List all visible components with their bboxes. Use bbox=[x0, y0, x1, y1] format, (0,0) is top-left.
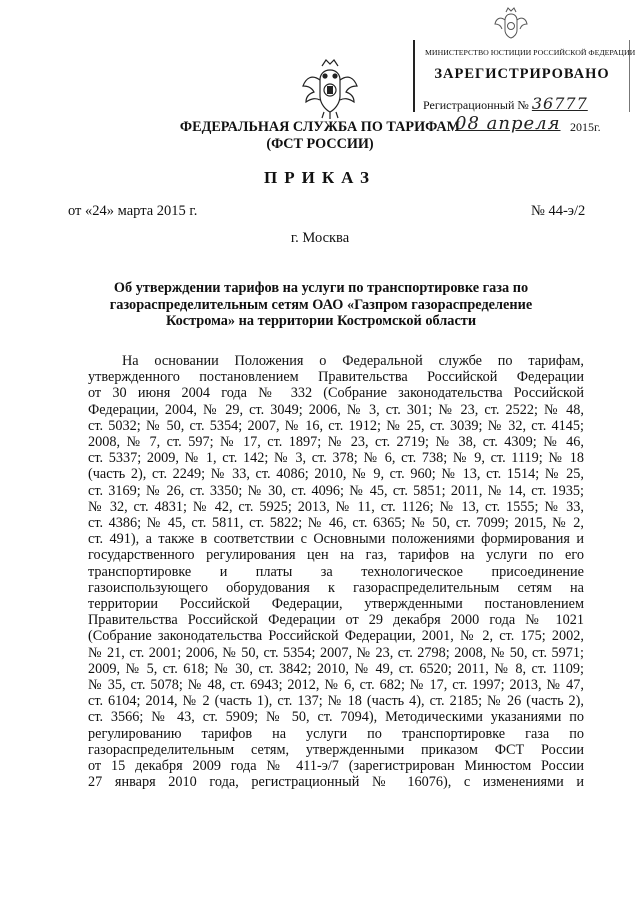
body-line: 2008, № 7, ст. 597; № 17, ст. 1897; № 23, ст. 2719; № 38, ст. 4309; № 46, bbox=[88, 434, 584, 451]
body-line: утвержденного постановлением Правительства Российской Федерации bbox=[88, 369, 584, 386]
body-line: ст. 491), а также в соответствии с Основными положениями формирования и bbox=[88, 531, 584, 548]
body-line: На основании Положения о Федеральной службе по тарифам, bbox=[122, 353, 584, 369]
body-line: регулированию тарифов на услуги по транспортировке газа по bbox=[88, 725, 584, 742]
body-line: ст. 5032; № 50, ст. 5354; 2007, № 16, ст. 1912; № 25, ст. 3039; № 32, ст. 4145; bbox=[88, 417, 584, 434]
body-line: ст. 5337; 2009, № 1, ст. 142; № 3, ст. 378; № 6, ст. 738; № 9, ст. 1119; № 18 bbox=[88, 450, 584, 467]
coat-of-arms-icon bbox=[300, 56, 360, 120]
body-line: территории Российской Федерации, утвержденными постановлением bbox=[88, 596, 584, 613]
stamp-reg-number: 36777 bbox=[531, 94, 588, 113]
body-text bbox=[88, 353, 584, 790]
body-line: ст. 3566; № 43, ст. 5909; № 50, ст. 7094), Методическими указаниями по bbox=[88, 709, 584, 726]
order-date: от «24» марта 2015 г. bbox=[68, 203, 198, 219]
agency-abbreviation: (ФСТ РОССИИ) bbox=[266, 136, 374, 152]
registration-stamp bbox=[413, 40, 636, 113]
body-line: от 15 декабря 2009 года № 411-э/7 (зарегистрирован Минюстом России bbox=[88, 758, 584, 775]
stamp-ministry: МИНИСТЕРСТВО ЮСТИЦИИ РОССИЙСКОЙ ФЕДЕРАЦИИ bbox=[425, 48, 636, 57]
body-line: 2009, № 5, ст. 618; № 30, ст. 3842; 2010, № 49, ст. 6520; 2011, № 8, ст. 1109; bbox=[88, 660, 584, 677]
body-line: Правительства Российской Федерации от 29 декабря 2000 года № 1021 bbox=[88, 612, 584, 629]
body-line: 27 января 2010 года, регистрационный № 16076), с изменениями и bbox=[88, 774, 584, 791]
stamp-reg-label: Регистрационный № bbox=[423, 98, 529, 112]
body-line: ст. 3169; № 26, ст. 3350; № 30, ст. 4096; № 45, ст. 5851; 2011, № 14, ст. 1935; bbox=[88, 482, 584, 499]
stamp-registration-line bbox=[423, 94, 588, 113]
body-line: транспортировке и платы за технологическое присоединение bbox=[88, 563, 584, 580]
body-line: (часть 2), ст. 2249; № 33, ст. 4086; 2010, № 9, ст. 960; № 13, ст. 1514; № 25, bbox=[88, 466, 584, 483]
stamp-status: ЗАРЕГИСТРИРОВАНО bbox=[434, 66, 610, 82]
order-city: г. Москва bbox=[290, 230, 350, 246]
body-line: № 35, ст. 5078; № 48, ст. 6943; 2012, № 6, ст. 682; № 17, ст. 1997; 2013, № 47, bbox=[88, 677, 584, 694]
body-line: № 21, ст. 2001; 2006, № 50, ст. 5354; 2007, № 23, ст. 2798; 2008, № 50, ст. 5971; bbox=[88, 644, 584, 661]
body-line: от 30 июня 2004 года № 332 (Собрание законодательства Российской bbox=[88, 385, 584, 402]
body-line: Федерации, 2004, № 29, ст. 3049; 2006, № 3, ст. 301; № 23, ст. 2522; № 48, bbox=[88, 401, 584, 418]
body-line: ст. 4386; № 45, ст. 5811, ст. 5822; № 46, ст. 6365; № 50, ст. 7099; 2015, № 2, bbox=[88, 515, 584, 532]
body-line: № 32, ст. 4831; № 42, ст. 5925; 2013, № 11, ст. 1126; № 13, ст. 1555; № 33, bbox=[88, 498, 584, 515]
order-title: ПРИКАЗ bbox=[264, 168, 376, 187]
body-line: ст. 6104; 2014, № 2 (часть 1), ст. 137; № 18 (часть 4), ст. 2185; № 26 (часть 2), bbox=[88, 693, 584, 710]
order-number: № 44-э/2 bbox=[531, 203, 586, 219]
stamp-reg-year: 2015г. bbox=[570, 120, 601, 134]
body-line: газоиспользующего оборудования к газораспределительным сетям на bbox=[88, 579, 584, 596]
stamp-coat-of-arms-icon bbox=[493, 6, 529, 42]
order-subject: Об утверждении тарифов на услуги по транспортировке газа по газораспределительным сетям ОАО «Газпром газораспределение Кострома» на территории Костромской области bbox=[109, 280, 533, 330]
body-line: (Собрание законодательства Российской Федерации, 2001, № 2, ст. 175; 2002, bbox=[88, 628, 584, 645]
body-line: газораспределительным сетям, утвержденными приказом ФСТ России bbox=[88, 741, 584, 758]
stamp-reg-date: 08 апреля bbox=[455, 113, 561, 134]
body-line: государственного регулирования цен на газ, тарифов на услуги по его bbox=[88, 547, 584, 564]
agency-name: ФЕДЕРАЛЬНАЯ СЛУЖБА ПО ТАРИФАМ bbox=[179, 119, 461, 135]
